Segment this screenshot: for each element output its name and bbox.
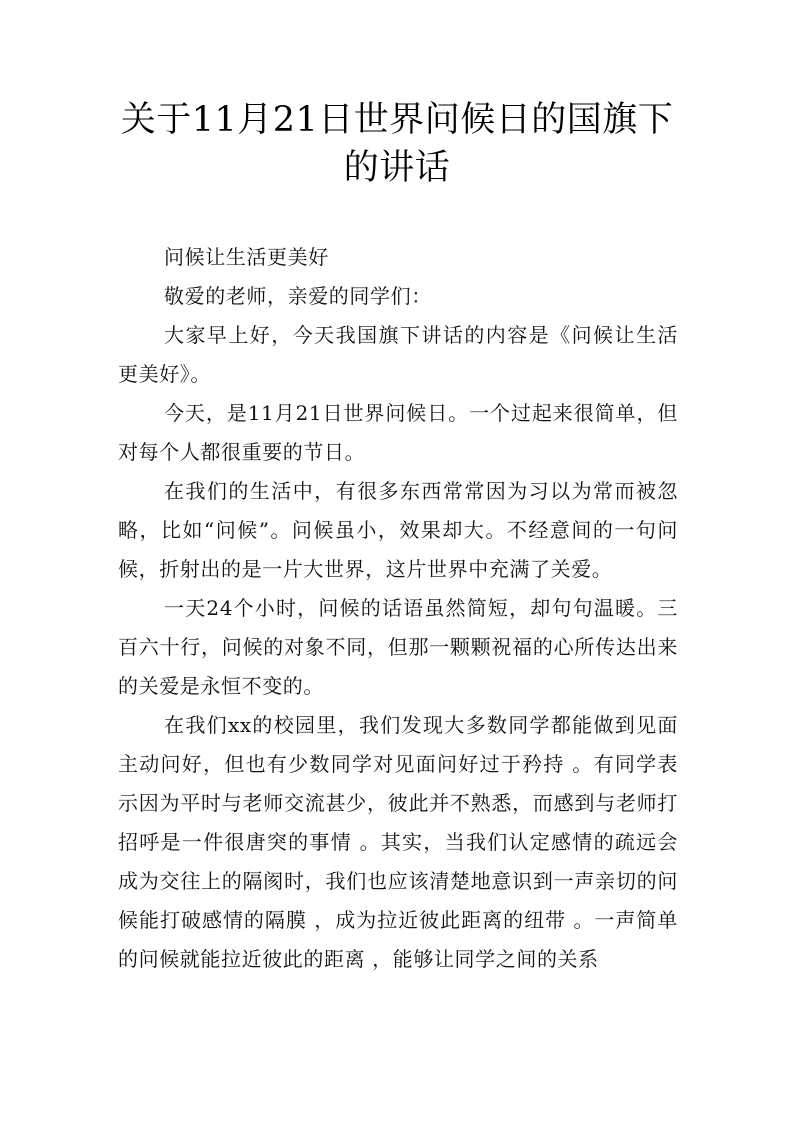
document-body: [118, 238, 678, 979]
paragraph-subtitle: 问候让生活更美好: [164, 245, 329, 269]
document-title: 关于11月21日世界问候日的国旗下的讲话: [120, 100, 674, 188]
paragraph-life: 在我们的生活中，有很多东西常常因为习以为常而被忽略，比如“问候”。问候虽小，效果却大。不经意间的一句问候，折射出的是一片大世界，这片世界中充满了关爱。: [118, 479, 678, 581]
paragraph-campus: 在我们xx的校园里，我们发现大多数同学都能做到见面主动问好，但也有少数同学对见面问好过于矜持 。有同学表示因为平时与老师交流甚少，彼此并不熟悉，而感到与老师打招呼是一件很唐突的事情 。其实，当我们认定感情的疏远会成为交往上的隔阂时，我们也应该清楚地意识到一声亲切的问候能打破感情的隔膜 ，成为拉近彼此距离的纽带 。一声简单的问候就能拉近彼此的距离 ，能够让同学之间的关系: [118, 713, 678, 971]
paragraph-greeting: 大家早上好，今天我国旗下讲话的内容是《问候让生活更美好》。: [118, 323, 678, 386]
paragraph-today: 今天，是11月21日世界问候日。一个过起来很简单，但对每个人都很重要的节日。: [118, 401, 678, 464]
paragraph-salutation: 敬爱的老师，亲爱的同学们：: [164, 284, 432, 308]
paragraph-24-hours: 一天24个小时，问候的话语虽然简短，却句句温暖。三百六十行，问候的对象不同，但那一颗颗祝福的心所传达出来的关爱是永恒不变的。: [118, 596, 678, 698]
